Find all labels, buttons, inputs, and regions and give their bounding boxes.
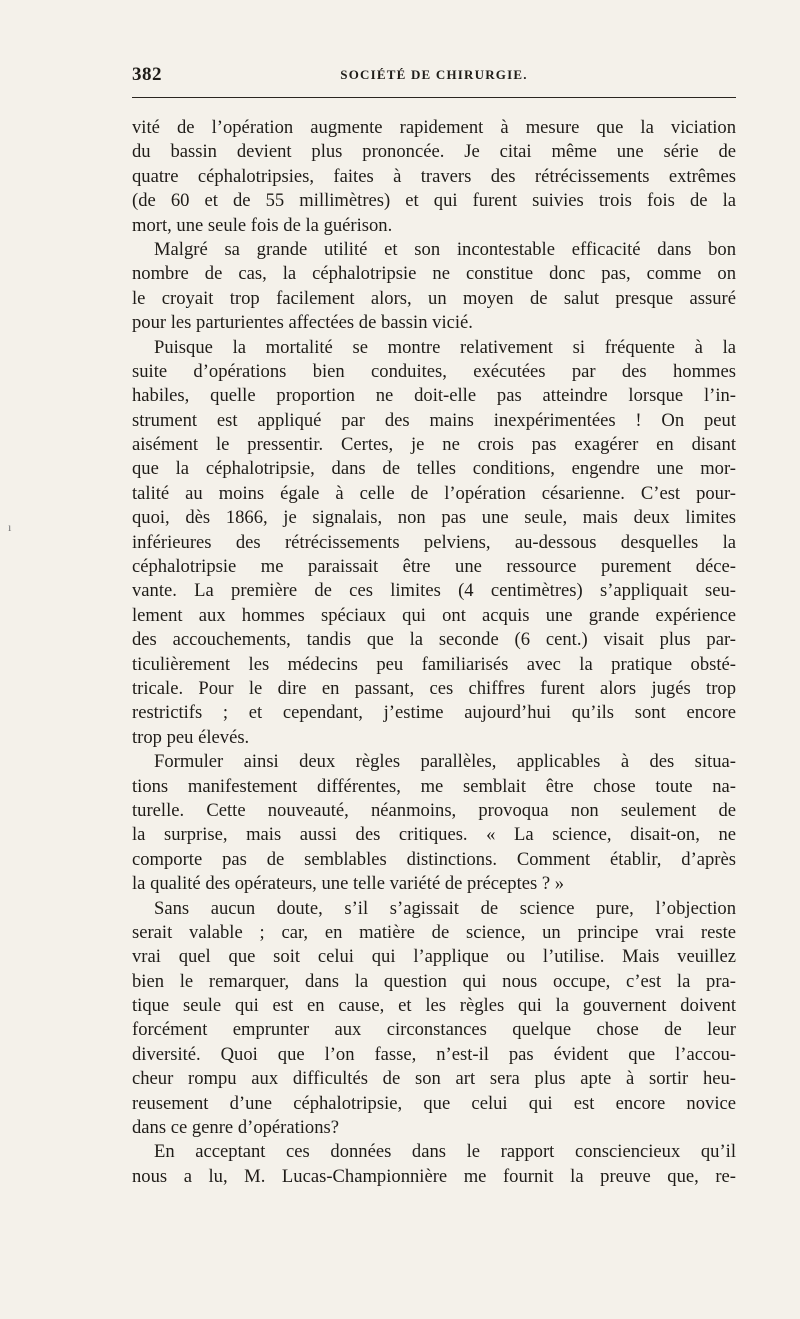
text-line: diversité. Quoi que l’on fasse, n’est-il pas évident que l’accou- [132,1043,736,1065]
text-line: dans ce genre d’opérations? [132,1117,340,1139]
text-line: ticulièrement les médecins peu familiarisés avec la pratique obsté- [132,653,736,675]
text-line: nous a lu, M. Lucas-Championnière me fournit la preuve que, re- [132,1165,736,1187]
text-line: Sans aucun doute, s’il s’agissait de science pure, l’objection [154,897,736,919]
text-line: la surprise, mais aussi des critiques. « La science, disait-on, ne [132,824,736,846]
text-line: strument est appliqué par des mains inexpérimentées ! On peut [132,409,736,431]
body-text [132,116,736,1189]
text-line: céphalotripsie me paraissait être une ressource purement déce- [132,556,736,578]
margin-mark: ı [8,520,12,534]
running-title: SOCIÉTÉ DE CHIRURGIE. [340,67,528,82]
text-line: turelle. Cette nouveauté, néanmoins, provoqua non seulement de [132,799,736,821]
text-line: vante. La première de ces limites (4 centimètres) s’appliquait seu- [132,580,736,602]
text-line: tions manifestement différentes, me semblait être chose toute na- [132,775,736,797]
text-line: nombre de cas, la céphalotripsie ne constitue donc pas, comme on [132,263,736,285]
text-line: Formuler ainsi deux règles parallèles, applicables à des situa- [154,751,736,773]
text-line: quatre céphalotripsies, faites à travers des rétrécissements extrêmes [132,165,736,187]
text-line: pour les parturientes affectées de bassin vicié. [132,312,473,334]
text-line: vité de l’opération augmente rapidement à mesure que la viciation [132,117,736,138]
text-line: habiles, quelle proportion ne doit-elle pas atteindre lorsque l’in- [132,385,736,407]
text-line: inférieures des rétrécissements pelviens, au-dessous desquelles la [132,531,736,553]
text-line: aisément le pressentir. Certes, je ne crois pas exagérer en disant [132,434,736,456]
text-line: tique seule qui est en cause, et les règles qui la gouvernent doivent [132,995,736,1017]
header-rule [132,97,736,98]
text-line: du bassin devient plus prononcée. Je citai même une série de [132,141,736,163]
text-line: lement aux hommes spéciaux qui ont acquis une grande expérience [132,604,736,626]
text-line: cheur rompu aux difficultés de son art sera plus apte à sortir heu- [132,1068,736,1090]
text-line: serait valable ; car, en matière de science, un principe vrai reste [132,921,736,943]
text-line: la qualité des opérateurs, une telle variété de préceptes ? » [132,873,565,895]
text-line: (de 60 et de 55 millimètres) et qui furent suivies trois fois de la [132,190,736,212]
text-line: le croyait trop facilement alors, un moyen de salut presque assuré [132,287,736,309]
text-line: tricale. Pour le dire en passant, ces chiffres furent alors jugés trop [132,677,736,699]
text-line: Malgré sa grande utilité et son incontestable efficacité dans bon [154,238,736,260]
text-line: suite d’opérations bien conduites, exécutées par des hommes [132,360,736,382]
text-line: vrai quel que soit celui qui l’applique ou l’utilise. Mais veuillez [132,946,736,968]
text-line: reusement d’une céphalotripsie, que celui qui est encore novice [132,1092,736,1114]
text-line: talité au moins égale à celle de l’opération césarienne. C’est pour- [132,482,736,504]
text-line: bien le remarquer, dans la question qui nous occupe, c’est la pra- [132,970,736,992]
text-line: trop peu élevés. [132,726,250,748]
text-line: restrictifs ; et cependant, j’estime aujourd’hui qu’ils sont encore [132,702,736,724]
text-line: que la céphalotripsie, dans de telles conditions, engendre une mor- [132,458,736,480]
text-line: quoi, dès 1866, je signalais, non pas une seule, mais deux limites [132,507,736,529]
page-number: 382 [132,64,162,85]
text-line: En acceptant ces données dans le rapport consciencieux qu’il [154,1141,736,1163]
text-line: comporte pas de semblables distinctions. Comment établir, d’après [132,848,736,870]
text-line: forcément emprunter aux circonstances quelque chose de leur [132,1019,736,1041]
text-line: mort, une seule fois de la guérison. [132,214,393,236]
page-header [132,64,736,88]
text-line: des accouchements, tandis que la seconde (6 cent.) visait plus par- [132,629,736,651]
text-line: Puisque la mortalité se montre relativement si fréquente à la [154,336,736,358]
